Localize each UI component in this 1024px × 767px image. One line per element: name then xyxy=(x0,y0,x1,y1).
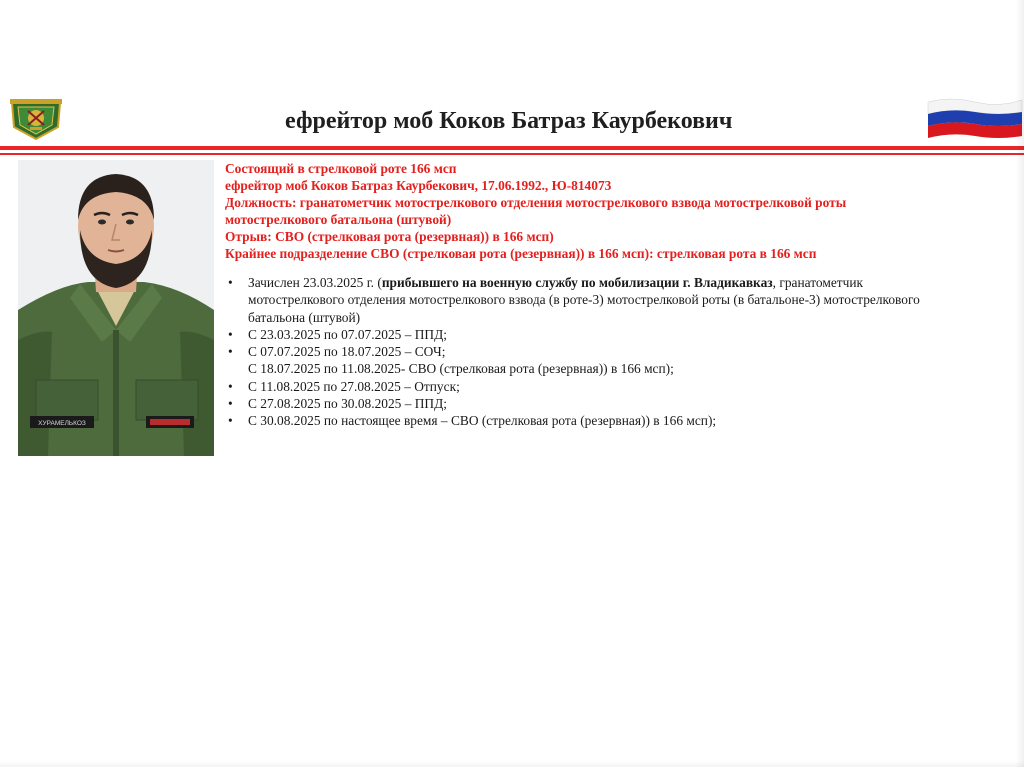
identity-line: ефрейтор моб Коков Батраз Каурбекович, 17.06.1992., Ю-814073 xyxy=(225,178,612,193)
russian-flag-icon xyxy=(926,96,1024,138)
list-item xyxy=(226,343,1016,378)
enlistment-detail: мотострелкового отделения мотострелкового взвода (в роте-3) мотострелковой роты (в батальоне-3) мотострелкового xyxy=(248,292,920,308)
last-unit-line: Крайнее подразделение СВО (стрелковая рота (резервная)) в 166 мсп): стрелковая рота в 166 мсп xyxy=(225,246,817,261)
history-entry: С 27.08.2025 по 30.08.2025 – ППД; xyxy=(248,396,447,412)
history-entry: С 11.08.2025 по 27.08.2025 – Отпуск; xyxy=(248,378,460,394)
history-entry: С 30.08.2025 по настоящее время – СВО (стрелковая рота (резервная)) в 166 мсп); xyxy=(248,413,717,429)
list-item xyxy=(226,412,1016,429)
enlistment-detail-end: батальона (штувой) xyxy=(248,309,361,325)
bullet-icon: • xyxy=(228,413,233,429)
position-line: Должность: гранатометчик мотострелкового отделения мотострелкового взвода мотострелковой роты xyxy=(225,195,847,210)
mobilization-note: прибывшего на военную службу по мобилизации г. Владикавказ xyxy=(381,275,773,290)
page-title: ефрейтор моб Коков Батраз Каурбекович xyxy=(285,108,733,134)
detachment-line: Отрыв: СВО (стрелковая рота (резервная)) в 166 мсп) xyxy=(225,229,554,244)
bullet-icon: • xyxy=(228,344,233,360)
slide-bottom-shadow xyxy=(0,761,1024,767)
history-entry-extra: С 18.07.2025 по 11.08.2025- СВО (стрелковая рота (резервная)) в 166 мсп); xyxy=(248,361,674,377)
history-entry: С 23.03.2025 по 07.07.2025 – ППД; xyxy=(248,326,447,342)
unit-line: Состоящий в стрелковой роте 166 мсп xyxy=(225,161,457,176)
enlistment-suffix: , гранатометчик xyxy=(772,275,864,290)
enlistment-prefix: Зачислен 23.03.2025 г. ( xyxy=(248,275,382,290)
military-emblem-icon xyxy=(8,97,64,141)
header-divider-thick xyxy=(0,146,1024,150)
slide-edge-shadow xyxy=(1016,0,1024,767)
list-item xyxy=(226,326,1016,343)
position-line-cont: мотострелкового батальона (штувой) xyxy=(225,212,452,227)
list-item xyxy=(226,378,1016,395)
bullet-icon: • xyxy=(228,275,233,290)
bullet-icon: • xyxy=(228,378,233,394)
bullet-icon: • xyxy=(228,396,233,412)
soldier-photo xyxy=(18,160,214,456)
bullet-icon: • xyxy=(228,326,233,342)
list-item xyxy=(226,274,1016,326)
service-history-list xyxy=(226,274,1016,430)
history-entry: С 07.07.2025 по 18.07.2025 – СОЧ; xyxy=(248,344,446,360)
header-divider-thin xyxy=(0,153,1024,155)
svg-text:ХУРАМЕЛЬКОЗ: ХУРАМЕЛЬКОЗ xyxy=(38,420,86,427)
service-header xyxy=(225,160,1015,262)
list-item xyxy=(226,395,1016,412)
